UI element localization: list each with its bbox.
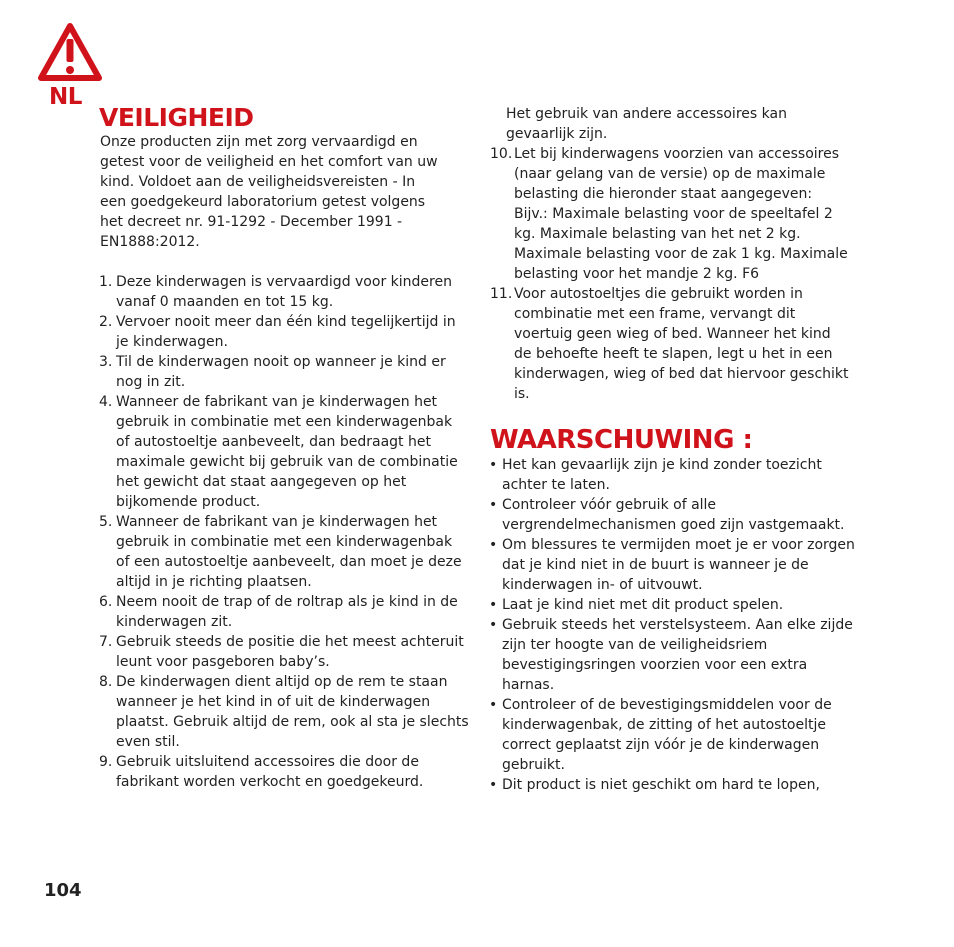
list-item: 6. Neem nooit de trap of de roltrap als je kind in de kinderwagen zit. (99, 594, 458, 630)
language-tag: NL (49, 84, 82, 110)
list-item: 10. Let bij kinderwagens voorzien van accessoires (naar gelang van de versie) op de maximale belasting die hieronder staat aangegeven: Bijv.: Maximale belasting voor de speeltafel 2 kg. Maximale belasting van het net 2 kg. Maximale belasting voor de zak 1 kg. Maximale belasting voor het mandje 2 kg. F6 (490, 146, 848, 282)
list-item: 4. Wanneer de fabrikant van je kinderwagen het gebruik in combinatie met een kinderwagenbak of autostoeltje aanbeveelt, dan bedraagt het maximale gewicht bij gebruik van de combinatie het gewicht dat staat aangegeven op het bijkomende product. (99, 394, 458, 510)
safety-list-left (99, 272, 469, 792)
safety-list-right (490, 144, 850, 404)
page-number: 104 (44, 880, 82, 901)
list-item: • Laat je kind niet met dit product spelen. (489, 597, 784, 613)
list-item: 2. Vervoer nooit meer dan één kind tegelijkertijd in je kinderwagen. (99, 314, 456, 350)
list-item-9-continuation: Het gebruik van andere accessoires kan gevaarlijk zijn. (506, 106, 787, 142)
list-item: 9. Gebruik uitsluitend accessoires die door de fabrikant worden verkocht en goedgekeurd. (99, 754, 424, 790)
warning-triangle-icon (37, 22, 103, 84)
warning-bullet-list (488, 455, 858, 795)
list-item: • Controleer vóór gebruik of alle vergrendelmechanismen goed zijn vastgemaakt. (489, 497, 845, 533)
list-item: 1. Deze kinderwagen is vervaardigd voor kinderen vanaf 0 maanden en tot 15 kg. (99, 274, 452, 310)
list-item: • Gebruik steeds het verstelsysteem. Aan elke zijde zijn ter hoogte van de veiligheidsriem bevestigingsringen voorzien voor een extra harnas. (489, 617, 853, 693)
list-item: 5. Wanneer de fabrikant van je kinderwagen het gebruik in combinatie met een kinderwagenbak of een autostoeltje aanbeveelt, dan moet je deze altijd in je richting plaatsen. (99, 514, 462, 590)
list-item: 8. De kinderwagen dient altijd op de rem te staan wanneer je het kind in of uit de kinderwagen plaatst. Gebruik altijd de rem, ook al sta je slechts even stil. (99, 674, 469, 750)
list-item: 7. Gebruik steeds de positie die het meest achteruit leunt voor pasgeboren baby’s. (99, 634, 464, 670)
section-title-veiligheid: VEILIGHEID (99, 103, 254, 132)
list-item: 3. Til de kinderwagen nooit op wanneer je kind er nog in zit. (99, 354, 446, 390)
list-item: • Controleer of de bevestigingsmiddelen voor de kinderwagenbak, de zitting of het autostoeltje correct geplaatst zijn vóór je de kinderwagen gebruikt. (489, 697, 832, 773)
intro-paragraph: Onze producten zijn met zorg vervaardigd en getest voor de veiligheid en het comfort van uw kind. Voldoet aan de veiligheidsvereisten - In een goedgekeurd laboratorium getest volgens het decreet nr. 91-1292 - December 1991 - EN1888:2012. (100, 134, 438, 250)
list-item: • Om blessures te vermijden moet je er voor zorgen dat je kind niet in de buurt is wanneer je de kinderwagen in- of uitvouwt. (489, 537, 855, 593)
section-title-waarschuwing: WAARSCHUWING : (490, 425, 753, 455)
list-item: • Dit product is niet geschikt om hard te lopen, (489, 777, 820, 793)
list-item: 11. Voor autostoeltjes die gebruikt worden in combinatie met een frame, vervangt dit voertuig geen wieg of bed. Wanneer het kind de behoefte heeft te slapen, legt u het in een kinderwagen, wieg of bed dat hiervoor geschikt is. (490, 286, 849, 402)
list-item: • Het kan gevaarlijk zijn je kind zonder toezicht achter te laten. (489, 457, 822, 493)
